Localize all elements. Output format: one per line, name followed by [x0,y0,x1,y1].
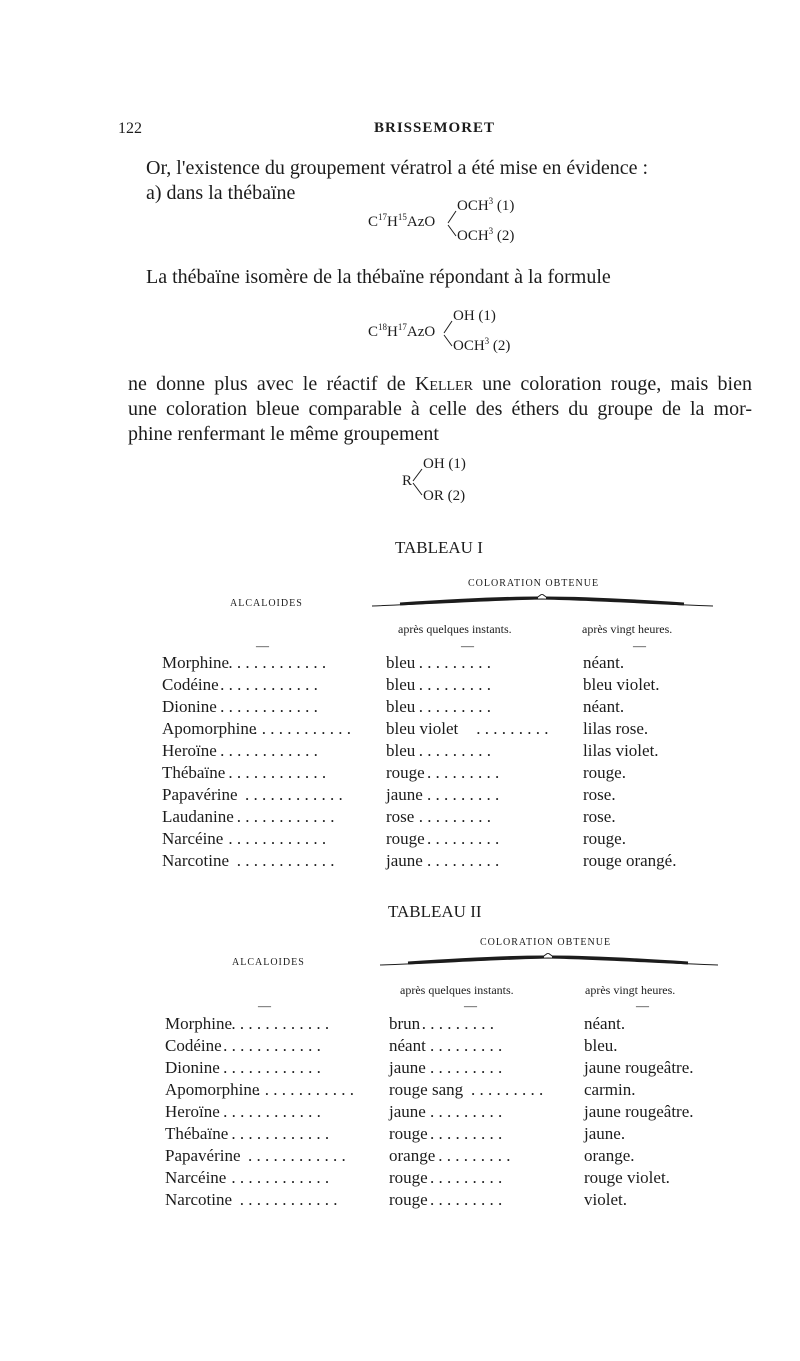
coloration-instants: rouge [389,1168,428,1187]
coloration-instants: rouge [389,1124,428,1143]
alkaloid-name: Morphine [165,1014,233,1033]
para-2: La thébaïne isomère de la thébaïne répondant à la formule [146,266,611,288]
coloration-vingt-heures: bleu. [584,1036,618,1055]
leader-dots: . . . . . . . . . [476,719,549,738]
formula-1 [368,198,548,248]
table-row [0,785,800,807]
coloration-vingt-heures: jaune rougeâtre. [584,1058,694,1077]
table-1-brace [370,594,715,610]
table-1-group-header: COLORATION OBTENUE [468,578,600,589]
alkaloid-name: Heroïne [162,741,217,760]
table-1-body [0,653,800,883]
alkaloid-name: Thébaïne [162,763,226,782]
coloration-instants: orange [389,1146,436,1165]
formula-2 [368,308,548,358]
coloration-vingt-heures: lilas violet. [583,741,659,760]
para-3-line-1: ne donne plus avec le réactif de Keller une coloration rouge, mais bien [128,373,752,395]
alkaloid-name: Narcotine [162,851,230,870]
para-3-line-2: une coloration bleue comparable à celle des éthers du groupe de la mor- [128,398,752,420]
table-row [0,807,800,829]
alkaloid-name: Heroïne [165,1102,220,1121]
alkaloid-name: Narcéine [162,829,224,848]
intro-line-2: a) dans la thébaïne [146,182,296,204]
coloration-instants: rouge [386,829,425,848]
leader-dots: . . . . . . . . . [430,1036,503,1055]
formula-1-bottom: OCH$^3$ (2) [457,226,515,244]
leader-dots: . . . . . . . . . . . . [236,851,335,870]
leader-dots: . . . . . . . . . . . . [231,1124,330,1143]
leader-dots: . . . . . . . . . [430,1058,503,1077]
leader-dots: . . . . . . . . . [421,1014,495,1033]
coloration-vingt-heures: jaune. [584,1124,626,1143]
leader-dots: . . . . . . . . . [418,675,492,694]
table-row [0,653,800,675]
para-3-line-3: phine renfermant le même groupement [128,423,439,445]
leader-dots: . . . . . . . . . . . . [231,1168,330,1187]
coloration-instants: jaune [386,851,423,870]
formula-2-top: OH (1) [453,308,496,324]
table-1-dash-b: — [633,638,646,653]
leader-dots: . . . . . . . . . . . . [239,1190,338,1209]
table-row [0,829,800,851]
alkaloid-name: Morphine [162,653,230,672]
table-1-dash-alk: — [256,638,269,653]
alkaloid-name: Narcotine [165,1190,233,1209]
leader-dots: . . . . . . . . . . . . [256,1080,355,1099]
leader-dots: . . . . . . . . . [418,653,492,672]
leader-dots: . . . . . . . . . [438,1146,511,1165]
table-2-title: TABLEAU II [388,902,482,921]
formula-2-base: $C^{18}H^{17}AzO$ [368,322,436,340]
formula-3-top: OH (1) [423,456,466,472]
table-2-body [0,1014,800,1219]
leader-dots: . . . . . . . . . [430,1190,503,1209]
coloration-instants: bleu [386,653,416,672]
formula-2-bottom: OCH$^3$ (2) [453,336,511,354]
table-row [0,1168,800,1190]
coloration-vingt-heures: rouge violet. [584,1168,670,1187]
leader-dots: . . . . . . . . . [427,785,500,804]
table-row [0,1036,800,1058]
coloration-instants: jaune [386,785,423,804]
coloration-vingt-heures: lilas rose. [583,719,649,738]
table-row [0,1102,800,1124]
alkaloid-name: Codéine [165,1036,222,1055]
coloration-vingt-heures: rose. [583,807,616,826]
coloration-vingt-heures: rose. [583,785,616,804]
table-row [0,1190,800,1212]
coloration-vingt-heures: néant. [583,697,625,716]
coloration-instants: jaune [389,1102,426,1121]
leader-dots: . . . . . . . . . . . . [228,763,327,782]
leader-dots: . . . . . . . . . [418,807,492,826]
table-row [0,1080,800,1102]
alkaloid-name: Laudanine [162,807,234,826]
leader-dots: . . . . . . . . . . . . [223,1058,321,1077]
leader-dots: . . . . . . . . . . . . [253,719,352,738]
leader-dots: . . . . . . . . . [430,1124,503,1143]
coloration-instants: bleu [386,675,416,694]
table-row [0,1058,800,1080]
leader-dots: . . . . . . . . . [427,851,500,870]
alkaloid-name: Dionine [162,697,217,716]
coloration-instants: rouge sang [389,1080,464,1099]
author-name: Keller [414,373,473,395]
coloration-vingt-heures: violet. [584,1190,627,1209]
coloration-vingt-heures: orange. [584,1146,635,1165]
alkaloid-name: Papavérine [165,1146,241,1165]
table-row [0,1014,800,1036]
formula-1-top: OCH$^3$ (1) [457,196,515,214]
table-2-group-header: COLORATION OBTENUE [480,937,612,948]
coloration-vingt-heures: carmin. [584,1080,636,1099]
table-row [0,697,800,719]
leader-dots: . . . . . . . . . [430,1168,503,1187]
table-1-col-alkaloids: ALCALOIDES [230,598,303,609]
table-row [0,719,800,741]
leader-dots: . . . . . . . . . [427,829,500,848]
coloration-vingt-heures: néant. [583,653,625,672]
coloration-instants: bleu [386,741,416,760]
table-1-col-b: après vingt heures. [582,622,673,636]
leader-dots: . . . . . . . . . . . . [245,785,343,804]
running-head: BRISSEMORET [374,120,496,136]
formula-3-base: R [402,473,413,489]
leader-dots: . . . . . . . . . . . . [228,829,327,848]
alkaloid-name: Apomorphine [165,1080,260,1099]
alkaloid-name: Thébaïne [165,1124,229,1143]
table-row [0,763,800,785]
coloration-vingt-heures: néant. [584,1014,626,1033]
table-row [0,851,800,873]
alkaloid-name: Papavérine [162,785,238,804]
alkaloid-name: Narcéine [165,1168,227,1187]
coloration-instants: jaune [389,1058,426,1077]
coloration-vingt-heures: rouge. [583,829,626,848]
table-2-brace [378,953,720,969]
table-1-dash-a: — [461,638,474,653]
leader-dots: . . . . . . . . . [427,763,500,782]
coloration-instants: rouge [386,763,425,782]
leader-dots: . . . . . . . . . [418,741,492,760]
coloration-instants: bleu [386,697,416,716]
leader-dots: . . . . . . . . . [430,1102,503,1121]
intro-line-1: Or, l'existence du groupement vératrol a été mise en évidence : [146,157,649,179]
coloration-vingt-heures: rouge. [583,763,626,782]
coloration-instants: rouge [389,1190,428,1209]
table-row [0,1124,800,1146]
coloration-vingt-heures: bleu violet. [583,675,660,694]
formula-1-base: $C^{17}H^{15}AzO$ [368,212,436,230]
leader-dots: . . . . . . . . . . . . [223,1036,321,1055]
coloration-instants: rose [386,807,415,826]
leader-dots: . . . . . . . . . [418,697,492,716]
leader-dots: . . . . . . . . . . . . [220,741,318,760]
table-2-dash-alk: — [258,998,271,1013]
coloration-instants: néant [389,1036,426,1055]
coloration-instants: brun [389,1014,421,1033]
leader-dots: . . . . . . . . . . . . [220,675,318,694]
coloration-vingt-heures: jaune rougeâtre. [584,1102,694,1121]
table-2-col-b: après vingt heures. [585,983,676,997]
formula-3-bottom: OR (2) [423,488,466,504]
alkaloid-name: Apomorphine [162,719,257,738]
table-2-dash-a: — [464,998,477,1013]
alkaloid-name: Codéine [162,675,219,694]
leader-dots: . . . . . . . . . . . . [228,653,327,672]
table-1-col-a: après quelques instants. [398,622,512,636]
coloration-vingt-heures: rouge orangé. [583,851,677,870]
page-number: 122 [118,120,142,137]
leader-dots: . . . . . . . . . . . . [220,697,318,716]
table-1-title: TABLEAU I [395,538,483,557]
table-row [0,1146,800,1168]
alkaloid-name: Dionine [165,1058,220,1077]
table-2-col-a: après quelques instants. [400,983,514,997]
table-2-col-alkaloids: ALCALOIDES [232,957,305,968]
table-row [0,675,800,697]
leader-dots: . . . . . . . . . . . . [231,1014,330,1033]
table-2-dash-b: — [636,998,649,1013]
leader-dots: . . . . . . . . . . . . [248,1146,346,1165]
leader-dots: . . . . . . . . . . . . [223,1102,321,1121]
table-row [0,741,800,763]
coloration-instants: bleu violet [386,719,459,738]
leader-dots: . . . . . . . . . . . . [236,807,335,826]
formula-3 [402,455,502,507]
leader-dots: . . . . . . . . . [471,1080,544,1099]
